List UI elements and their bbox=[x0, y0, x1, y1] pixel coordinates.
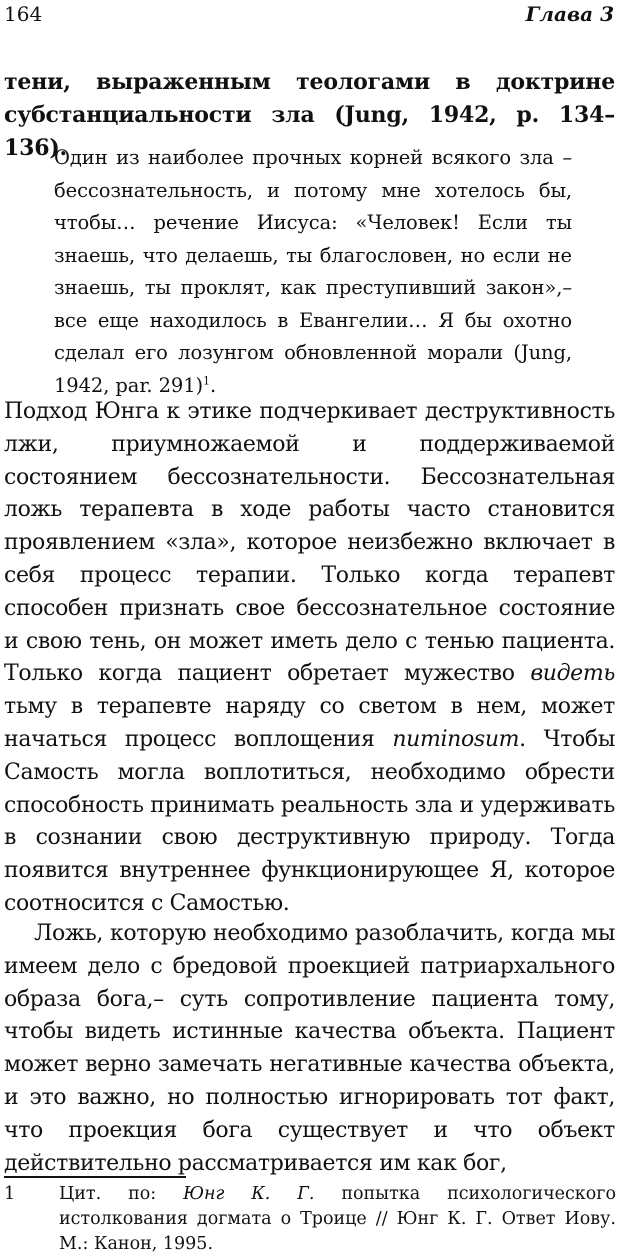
continued-paragraph: тени, выраженным теологами в доктрине субстанциальности зла (Jung, 1942, p. 134–136). bbox=[4, 69, 615, 161]
footnote-author: Юнг К. Г. bbox=[183, 1184, 315, 1204]
running-head: Глава 3 bbox=[525, 2, 614, 26]
body-paragraph bbox=[4, 396, 615, 921]
footnote-text bbox=[59, 1182, 616, 1257]
footnote bbox=[4, 1182, 616, 1257]
paragraph-text: . Чтобы Самость могла воплотиться, необходимо обрести способность принимать реальность зла и удерживать в сознании свою деструктивную природу. Тогда появится внутреннее функционирующее Я, которое соотносится с Самостью. bbox=[4, 726, 615, 916]
footnote-body: попытка психологического истолкования догмата о Троице // Юнг К. Г. Ответ Иову. М.: Канон, 1995. bbox=[59, 1184, 616, 1254]
block-quote bbox=[54, 142, 572, 402]
footnote-divider bbox=[4, 1176, 186, 1178]
quote-text: Один из наиболее прочных корней всякого зла – бессознательность, и потому мне хотелось бы, чтобы… речение Иисуса: «Человек! Если ты знаешь, что делаешь, ты благословен, но если не знаешь, ты проклят, как преступивший закон»,– все еще находилось в Евангелии… Я бы охотно сделал его лозунгом обновленной морали (Jung, 1942, par. 291) bbox=[54, 146, 572, 397]
paragraph-text: Подход Юнга к этике подчеркивает деструктивность лжи, приумножаемой и поддерживаемой состоянием бессознательности. Бессознательная ложь терапевта в ходе работы часто становится проявлением «зла», которое неизбежно включает в себя процесс терапии. Только когда терапевт способен признать свое бессознательное состояние и свою тень, он может иметь дело с тенью пациента. Только когда пациент обретает мужество bbox=[4, 399, 615, 687]
quote-end: . bbox=[209, 373, 217, 397]
footnote-marker: 1 bbox=[203, 374, 210, 387]
paragraph-text: тьму в терапевте наряду со светом в нем, может начаться процесс воплощения bbox=[4, 694, 615, 752]
footnote-number: 1 bbox=[4, 1184, 16, 1204]
emphasis-text: numinosum bbox=[392, 726, 520, 752]
page-header bbox=[4, 2, 614, 32]
footnote-prefix: Цит. по: bbox=[59, 1184, 184, 1204]
body-paragraph: Ложь, которую необходимо разоблачить, когда мы имеем дело с бредовой проекцией патриархального образа бога,– суть сопротивление пациента тому, чтобы видеть истинные качества объекта. Пациент может верно замечать негативные качества объекта, и это важно, но полностью игнорировать тот факт, что проекция бога существует и что объект действительно рассматривается им как бог, bbox=[4, 921, 615, 1176]
emphasis-text: видеть bbox=[530, 661, 615, 687]
page-number: 164 bbox=[4, 2, 43, 26]
